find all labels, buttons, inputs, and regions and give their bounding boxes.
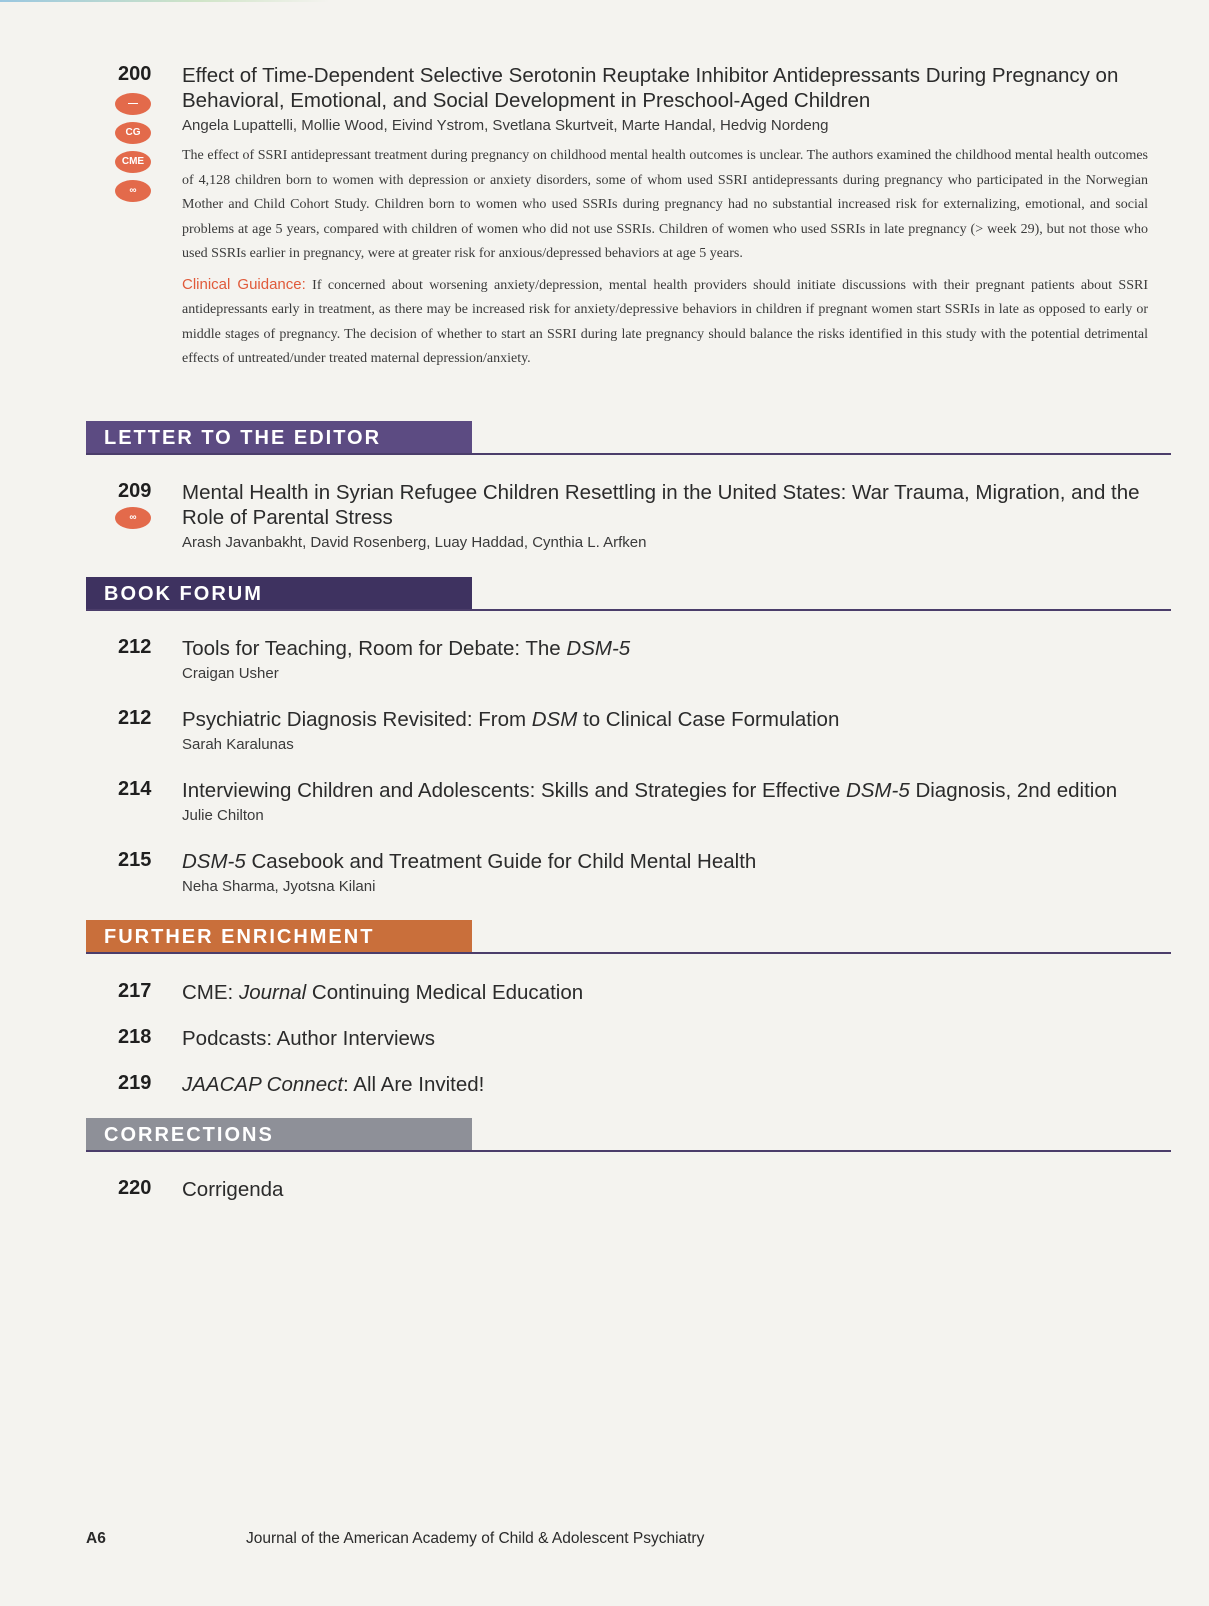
footer-journal-name: Journal of the American Academy of Child & Adolescent Psychiatry (246, 1530, 705, 1547)
book-reviewer: Neha Sharma, Jyotsna Kilani (182, 878, 376, 895)
section-letter-to-the-editor (86, 421, 1171, 455)
book-reviewer: Craigan Usher (182, 665, 279, 682)
title-part: Continuing Medical Education (306, 981, 584, 1004)
section-heading: FURTHER ENRICHMENT (86, 920, 472, 952)
section-heading: BOOK FORUM (86, 577, 472, 609)
title-italic: DSM-5 (182, 850, 246, 873)
title-part: Psychiatric Diagnosis Revisited: From (182, 708, 532, 731)
toc-entry-209 (118, 480, 1148, 551)
page-number: 220 (118, 1177, 152, 1199)
toc-entry (118, 980, 1148, 1005)
clinical-guidance-label: Clinical Guidance: (182, 275, 306, 293)
article-title[interactable]: Mental Health in Syrian Refugee Children Resettling in the United States: War Trauma, Migration, and the Role of Parental Stress (182, 481, 1140, 529)
book-title[interactable] (182, 636, 1148, 661)
section-heading: LETTER TO THE EDITOR (86, 421, 472, 453)
clinical-guidance-text: If concerned about worsening anxiety/depression, mental health providers should initiate discussions with their pregnant patients about SSRI antidepressants early in treatment, as there may be increased risk for anxiety/depressive behaviors in children if pregnant women start SSRIs in late as opposed to early or middle stages of pregnancy. The decision of whether to start an SSRI during late pregnancy should balance the risks identified in this study with the potential detrimental effects of untreated/under treated maternal depression/anxiety. (182, 277, 1148, 366)
title-part: to Clinical Case Formulation (577, 708, 840, 731)
title-italic: DSM (531, 708, 578, 731)
title-italic: DSM-5 (845, 779, 910, 802)
page-number: 200 (118, 63, 152, 85)
book-title[interactable] (182, 707, 1148, 732)
section-book-forum (86, 577, 1171, 611)
title-part: Casebook and Treatment Guide for Child Mental Health (245, 850, 757, 873)
book-title[interactable] (182, 849, 1148, 874)
title-part: Tools for Teaching, Room for Debate: The (182, 637, 567, 660)
title-part: CME: (182, 981, 239, 1004)
enrichment-title[interactable] (182, 980, 1148, 1005)
title-part: Interviewing Children and Adolescents: Skills and Strategies for Effective (182, 779, 846, 802)
article-abstract: The effect of SSRI antidepressant treatment during pregnancy on childhood mental health outcomes is unclear. The authors examined the childhood mental health outcomes of 4,128 children born to women with depression or anxiety disorders, some of whom used SSRI antidepressants during pregnancy who participated in the Norwegian Mother and Child Cohort Study. Children born to women who used SSRIs during pregnancy had no substantial increased risk for externalizing, emotional, and social problems at age 5 years, compared with children of women who did not use SSRIs. Children of women who used SSRIs in late pregnancy (> week 29), but not those who used SSRIs earlier in pregnancy, were at greater risk for anxious/depressed behaviors at age 5 years. (182, 148, 1148, 261)
page-number: 209 (118, 480, 152, 502)
toc-entry-200 (118, 63, 1148, 372)
book-title[interactable] (182, 778, 1148, 803)
toc-entry-220 (118, 1177, 1148, 1202)
badge-column (115, 510, 155, 536)
corrections-title[interactable]: Corrigenda (182, 1178, 284, 1201)
book-reviewer: Julie Chilton (182, 807, 264, 824)
toc-entry (118, 1026, 1148, 1051)
enrichment-title[interactable]: Podcasts: Author Interviews (182, 1027, 435, 1050)
title-part: : All Are Invited! (343, 1073, 485, 1096)
page-number: 212 (118, 707, 152, 729)
toc-entry (118, 849, 1148, 895)
page-number: 217 (118, 980, 152, 1002)
page-number: 219 (118, 1072, 152, 1094)
pencil-icon: — (115, 93, 151, 115)
toc-entry (118, 1072, 1148, 1097)
book-reviewer: Sarah Karalunas (182, 736, 294, 753)
toc-entry (118, 707, 1148, 753)
cme-badge: CME (115, 151, 151, 173)
top-color-rule (0, 0, 330, 2)
title-italic: DSM-5 (566, 637, 631, 660)
badge-column (115, 93, 155, 209)
page-number: 212 (118, 636, 152, 658)
article-title[interactable]: Effect of Time-Dependent Selective Serotonin Reuptake Inhibitor Antidepressants During Pregnancy on Behavioral, Emotional, and Social Development in Preschool-Aged Children (182, 64, 1119, 112)
title-italic: Journal (238, 981, 307, 1004)
link-icon: ∞ (115, 507, 151, 529)
page-number: 218 (118, 1026, 152, 1048)
title-part: Diagnosis, 2nd edition (909, 779, 1118, 802)
page-footer (86, 1530, 705, 1548)
link-icon: ∞ (115, 180, 151, 202)
article-authors: Angela Lupattelli, Mollie Wood, Eivind Ystrom, Svetlana Skurtveit, Marte Handal, Hedvig Nordeng (182, 117, 829, 134)
section-further-enrichment (86, 920, 1171, 954)
section-corrections (86, 1118, 1171, 1152)
cg-badge: CG (115, 122, 151, 144)
enrichment-title[interactable] (182, 1072, 1148, 1097)
section-heading: CORRECTIONS (86, 1118, 472, 1150)
article-authors: Arash Javanbakht, David Rosenberg, Luay Haddad, Cynthia L. Arfken (182, 534, 647, 551)
toc-entry (118, 778, 1148, 824)
page-number: 214 (118, 778, 152, 800)
toc-entry (118, 636, 1148, 682)
clinical-guidance (182, 273, 1148, 372)
footer-page-number: A6 (86, 1530, 106, 1547)
title-italic: JAACAP Connect (182, 1073, 344, 1096)
page-number: 215 (118, 849, 152, 871)
